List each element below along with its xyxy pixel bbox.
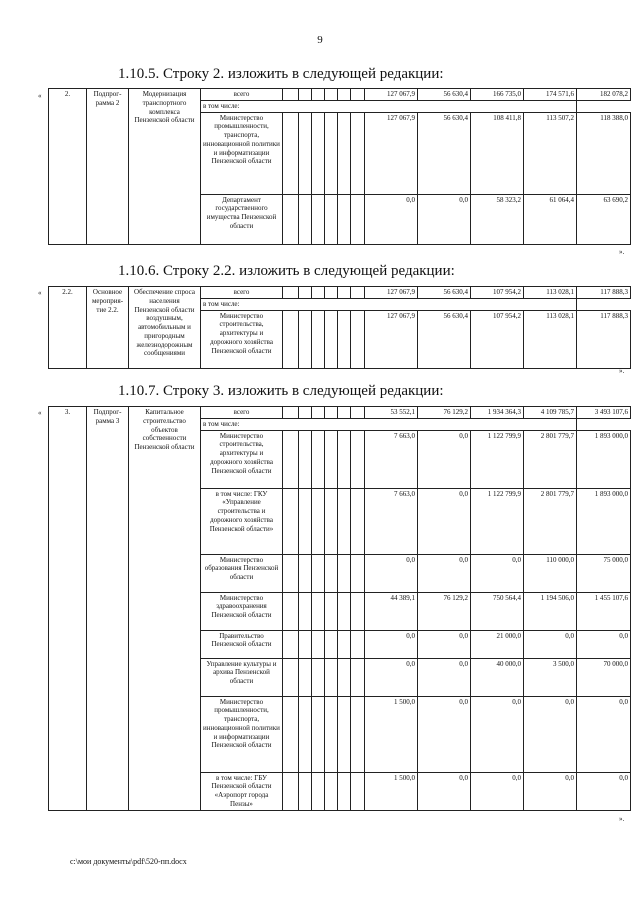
value-cell: 174 571,6: [524, 89, 577, 101]
empty-cell: [312, 554, 325, 592]
empty-cell: [299, 89, 312, 101]
empty-cell: [351, 630, 365, 658]
empty-cell: [283, 112, 299, 194]
empty-cell: [325, 630, 338, 658]
row-name: Капитальное строительство объектов собственности Пензенской области: [129, 407, 201, 811]
executor-cell: Министерство образования Пензенской области: [201, 554, 283, 592]
empty-cell: [351, 658, 365, 696]
empty-cell: [338, 630, 351, 658]
value-cell: 107 954,2: [471, 310, 524, 368]
value-cell: 4 109 785,7: [524, 407, 577, 419]
value-cell: 0,0: [418, 772, 471, 810]
value-cell: 56 630,4: [418, 287, 471, 299]
value-cell: 182 078,2: [577, 89, 631, 101]
value-cell: 1 500,0: [365, 772, 418, 810]
value-cell: 1 122 799,9: [471, 430, 524, 488]
value-cell: 0,0: [418, 488, 471, 554]
empty-cell: [325, 112, 338, 194]
row-name: Обеспечение спроса населения Пензенской области воздушным, автомобильным и пригородным железнодорожным сообщениями: [129, 287, 201, 369]
value-cell: 0,0: [418, 630, 471, 658]
empty-cell: [325, 772, 338, 810]
value-cell: 56 630,4: [418, 89, 471, 101]
value-cell: 127 067,9: [365, 112, 418, 194]
value-cell: 0,0: [365, 658, 418, 696]
empty-cell: [351, 287, 365, 299]
table-row: [49, 89, 631, 101]
empty-cell: [283, 287, 299, 299]
value-cell: 70 000,0: [577, 658, 631, 696]
executor-cell: Правительство Пензенской области: [201, 630, 283, 658]
empty-cell: [351, 112, 365, 194]
empty-cell: [299, 488, 312, 554]
table-row: [49, 287, 631, 299]
empty-cell: [312, 772, 325, 810]
value-cell: 0,0: [471, 772, 524, 810]
value-cell: 63 690,2: [577, 194, 631, 244]
value-cell: 56 630,4: [418, 112, 471, 194]
executor-cell: в том числе: ГКУ «Управление строительства и дорожного хозяйства Пензенской области»: [201, 488, 283, 554]
executor-cell: всего: [201, 407, 283, 419]
subhead-label: в том числе:: [201, 298, 577, 310]
value-cell: 0,0: [365, 194, 418, 244]
quote-open: «: [38, 92, 42, 100]
empty-cell: [338, 194, 351, 244]
value-cell: 0,0: [471, 554, 524, 592]
row-number: 3.: [49, 407, 87, 811]
empty-cell: [351, 772, 365, 810]
empty-cell: [283, 194, 299, 244]
value-cell: 58 323,2: [471, 194, 524, 244]
value-cell: 0,0: [418, 554, 471, 592]
executor-cell: Министерство промышленности, транспорта, инновационной политики и информатизации Пензенской области: [201, 112, 283, 194]
subhead-label: в том числе:: [201, 100, 577, 112]
empty-cell: [325, 89, 338, 101]
empty-cell: [312, 630, 325, 658]
value-cell: 0,0: [418, 194, 471, 244]
empty-cell: [312, 696, 325, 772]
empty-cell: [338, 488, 351, 554]
value-cell: 1 934 364,3: [471, 407, 524, 419]
empty-cell: [312, 430, 325, 488]
value-cell: 117 888,3: [577, 310, 631, 368]
value-cell: 0,0: [365, 554, 418, 592]
row-type: Подпрог-рамма 2: [87, 89, 129, 245]
value-cell: 0,0: [365, 630, 418, 658]
section-heading: 1.10.6. Строку 2.2. изложить в следующей редакции:: [118, 263, 455, 279]
empty-cell: [312, 592, 325, 630]
value-cell: 76 129,2: [418, 592, 471, 630]
empty-cell: [325, 696, 338, 772]
row-type: Подпрог-рамма 3: [87, 407, 129, 811]
executor-cell: всего: [201, 287, 283, 299]
value-cell: 750 564,4: [471, 592, 524, 630]
value-cell: 7 663,0: [365, 488, 418, 554]
empty-cell: [283, 592, 299, 630]
empty-cell: [325, 287, 338, 299]
executor-cell: Министерство промышленности, транспорта, инновационной политики и информатизации Пензенской области: [201, 696, 283, 772]
amendment-table: [48, 88, 631, 245]
row-type: Основное мероприя-тие 2.2.: [87, 287, 129, 369]
value-cell: 3 493 107,6: [577, 407, 631, 419]
value-cell: 113 028,1: [524, 287, 577, 299]
footer-file-path: c:\мои документы\pdf\520-пп.docx: [70, 857, 187, 866]
empty-cell: [283, 89, 299, 101]
value-cell: 0,0: [471, 696, 524, 772]
empty-cell: [283, 772, 299, 810]
empty-cell: [312, 407, 325, 419]
empty-cell: [351, 407, 365, 419]
section-heading: 1.10.5. Строку 2. изложить в следующей редакции:: [118, 66, 444, 82]
empty-cell: [338, 592, 351, 630]
value-cell: 0,0: [524, 696, 577, 772]
empty-cell: [299, 194, 312, 244]
quote-open: «: [38, 409, 42, 417]
value-cell: 113 028,1: [524, 310, 577, 368]
empty-cell: [312, 89, 325, 101]
value-cell: 44 389,1: [365, 592, 418, 630]
row-number: 2.2.: [49, 287, 87, 369]
empty-cell: [299, 696, 312, 772]
amendment-table: [48, 286, 631, 369]
row-number: 2.: [49, 89, 87, 245]
value-cell: 1 194 506,0: [524, 592, 577, 630]
executor-cell: Министерство здравоохранения Пензенской области: [201, 592, 283, 630]
value-cell: 21 000,0: [471, 630, 524, 658]
value-cell: 107 954,2: [471, 287, 524, 299]
section-heading: 1.10.7. Строку 3. изложить в следующей редакции:: [118, 383, 444, 399]
value-cell: 75 000,0: [577, 554, 631, 592]
empty-cell: [283, 658, 299, 696]
empty-cell: [351, 554, 365, 592]
empty-cell: [325, 554, 338, 592]
empty-cell: [338, 407, 351, 419]
empty-cell: [338, 430, 351, 488]
value-cell: 76 129,2: [418, 407, 471, 419]
value-cell: 1 893 000,0: [577, 430, 631, 488]
empty-cell: [325, 658, 338, 696]
empty-cell: [325, 592, 338, 630]
empty-cell: [351, 488, 365, 554]
empty-cell: [312, 310, 325, 368]
value-cell: 1 500,0: [365, 696, 418, 772]
empty-cell: [312, 658, 325, 696]
empty-cell: [283, 430, 299, 488]
quote-close: ».: [619, 367, 625, 375]
empty-cell: [338, 310, 351, 368]
executor-cell: всего: [201, 89, 283, 101]
value-cell: 0,0: [418, 658, 471, 696]
value-cell: 56 630,4: [418, 310, 471, 368]
empty-cell: [299, 287, 312, 299]
empty-cell: [283, 696, 299, 772]
empty-cell: [325, 194, 338, 244]
empty-cell: [299, 407, 312, 419]
value-cell: 108 411,8: [471, 112, 524, 194]
value-cell: 0,0: [577, 772, 631, 810]
executor-cell: Департамент государственного имущества Пензенской области: [201, 194, 283, 244]
value-cell: 110 000,0: [524, 554, 577, 592]
value-cell: 7 663,0: [365, 430, 418, 488]
empty-cell: [283, 488, 299, 554]
empty-cell: [283, 310, 299, 368]
empty-cell: [325, 310, 338, 368]
empty-cell: [312, 287, 325, 299]
empty-cell: [338, 554, 351, 592]
subhead-label: в том числе:: [201, 418, 577, 430]
empty-cell: [299, 772, 312, 810]
amendment-table: [48, 406, 631, 811]
value-cell: 0,0: [418, 696, 471, 772]
empty-cell: [351, 89, 365, 101]
value-cell: 0,0: [524, 630, 577, 658]
value-cell: 40 000,0: [471, 658, 524, 696]
empty-cell: [299, 112, 312, 194]
value-cell: 1 455 107,6: [577, 592, 631, 630]
value-cell: 127 067,9: [365, 89, 418, 101]
quote-close: ».: [619, 248, 625, 256]
value-cell: 53 552,1: [365, 407, 418, 419]
empty-cell: [299, 592, 312, 630]
value-cell: 118 388,0: [577, 112, 631, 194]
quote-open: «: [38, 289, 42, 297]
empty-cell: [325, 488, 338, 554]
empty-cell: [338, 772, 351, 810]
value-cell: 0,0: [577, 696, 631, 772]
empty-cell: [283, 407, 299, 419]
executor-cell: в том числе: ГБУ Пензенской области «Аэропорт города Пензы»: [201, 772, 283, 810]
value-cell: 3 500,0: [524, 658, 577, 696]
row-name: Модернизация транспортного комплекса Пензенской области: [129, 89, 201, 245]
value-cell: 1 893 000,0: [577, 488, 631, 554]
empty-cell: [338, 696, 351, 772]
empty-cell: [351, 696, 365, 772]
empty-cell: [299, 658, 312, 696]
empty-cell: [299, 630, 312, 658]
empty-cell: [325, 407, 338, 419]
value-cell: 0,0: [577, 630, 631, 658]
empty-cell: [312, 488, 325, 554]
value-cell: 113 507,2: [524, 112, 577, 194]
empty-cell: [351, 592, 365, 630]
value-cell: 1 122 799,9: [471, 488, 524, 554]
value-cell: 117 888,3: [577, 287, 631, 299]
value-cell: 0,0: [418, 430, 471, 488]
empty-cell: [338, 112, 351, 194]
executor-cell: Министерство строительства, архитектуры и дорожного хозяйства Пензенской области: [201, 310, 283, 368]
empty-cell: [338, 658, 351, 696]
value-cell: 2 801 779,7: [524, 488, 577, 554]
empty-cell: [312, 112, 325, 194]
quote-close: ».: [619, 815, 625, 823]
empty-cell: [351, 310, 365, 368]
empty-cell: [299, 430, 312, 488]
empty-cell: [283, 554, 299, 592]
table-row: [49, 407, 631, 419]
empty-cell: [312, 194, 325, 244]
empty-cell: [283, 630, 299, 658]
empty-cell: [325, 430, 338, 488]
empty-cell: [299, 554, 312, 592]
empty-cell: [351, 430, 365, 488]
value-cell: 127 067,9: [365, 287, 418, 299]
value-cell: 0,0: [524, 772, 577, 810]
page-number: 9: [317, 34, 323, 46]
empty-cell: [338, 287, 351, 299]
value-cell: 127 067,9: [365, 310, 418, 368]
executor-cell: Управление культуры и архива Пензенской области: [201, 658, 283, 696]
value-cell: 61 064,4: [524, 194, 577, 244]
executor-cell: Министерство строительства, архитектуры и дорожного хозяйства Пензенской области: [201, 430, 283, 488]
empty-cell: [299, 310, 312, 368]
value-cell: 166 735,0: [471, 89, 524, 101]
value-cell: 2 801 779,7: [524, 430, 577, 488]
empty-cell: [338, 89, 351, 101]
empty-cell: [351, 194, 365, 244]
